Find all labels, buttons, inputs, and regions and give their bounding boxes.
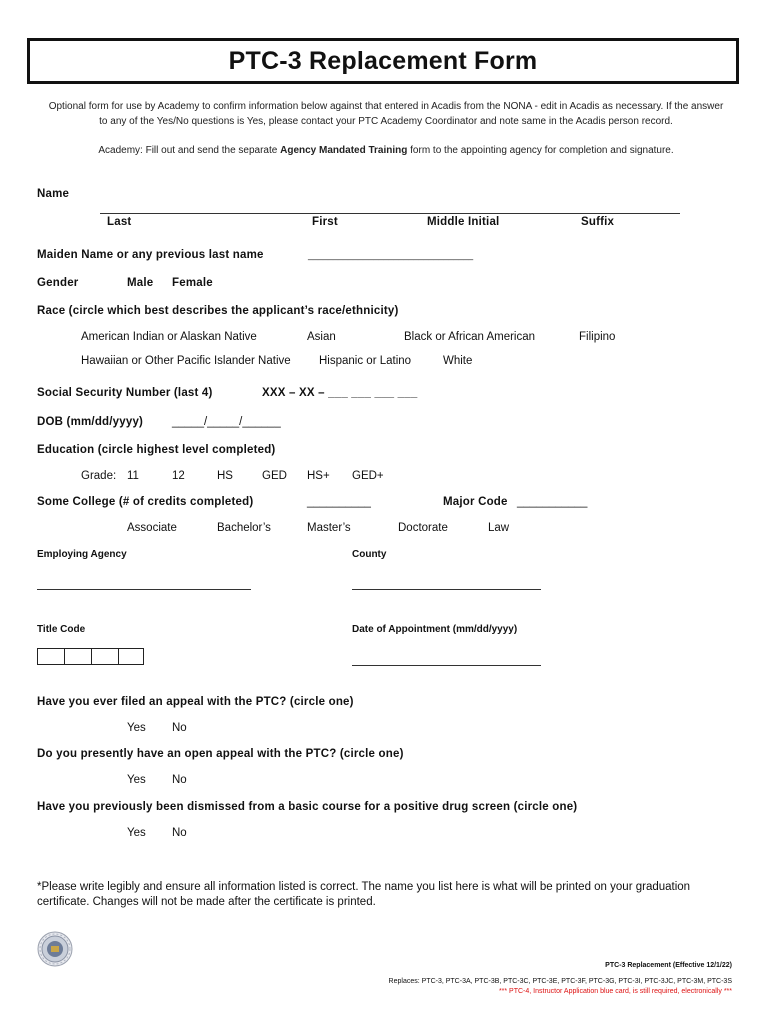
dob-label: DOB (mm/dd/yyyy) xyxy=(37,416,144,428)
footer-note: *** PTC-4, Instructor Application blue card, is still required, electronically *** xyxy=(498,988,732,995)
race-label: Race (circle which best describes the applicant’s race/ethnicity) xyxy=(37,305,399,317)
ssn-field[interactable]: XXX – XX – ___ ___ ___ ___ xyxy=(262,387,418,399)
dob-field[interactable]: _____/_____/______ xyxy=(172,416,281,428)
question-open-appeal: Do you presently have an open appeal with the PTC? (circle one) xyxy=(37,748,404,760)
question-appeal-filed: Have you ever filed an appeal with the PTC? (circle one) xyxy=(37,696,354,708)
race-option[interactable]: Asian xyxy=(307,331,336,343)
title-code-box[interactable] xyxy=(38,649,65,664)
title-box xyxy=(27,38,739,84)
name-last-label: Last xyxy=(107,216,132,228)
county-label: County xyxy=(352,549,387,560)
gender-female[interactable]: Female xyxy=(172,277,213,289)
intro-paragraph: Optional form for use by Academy to confirm information below against that entered in Acadis from the NONA - edit in Acadis as necessary. If the answer to any of the Yes/No questions is Yes, please contact your PTC Academy Coordinator and note same in the Acadis person record. xyxy=(48,101,724,127)
intro-academy-bold: Agency Mandated Training xyxy=(280,145,408,156)
major-code-blank[interactable]: ___________ xyxy=(517,496,588,508)
name-first-label: First xyxy=(312,216,338,228)
race-option[interactable]: American Indian or Alaskan Native xyxy=(81,331,257,343)
race-option[interactable]: White xyxy=(443,355,473,367)
answer-no[interactable]: No xyxy=(172,774,187,786)
major-code-label: Major Code xyxy=(443,496,508,508)
race-option[interactable]: Filipino xyxy=(579,331,616,343)
footer-effective: PTC-3 Replacement (Effective 12/1/22) xyxy=(605,962,732,969)
title-code-box[interactable] xyxy=(119,649,143,664)
footer-replaces: Replaces: PTC-3, PTC-3A, PTC-3B, PTC-3C, PTC-3E, PTC-3F, PTC-3G, PTC-3I, PTC-3JC, PTC-3M, PTC-3S xyxy=(388,978,732,985)
seal-icon xyxy=(37,931,73,967)
answer-yes[interactable]: Yes xyxy=(127,827,146,839)
gender-male[interactable]: Male xyxy=(127,277,154,289)
maiden-name-label: Maiden Name or any previous last name xyxy=(37,249,264,261)
college-credits-blank[interactable]: __________ xyxy=(307,496,371,508)
intro-academy-suffix: form to the appointing agency for completion and signature. xyxy=(407,145,674,156)
degree-option[interactable]: Doctorate xyxy=(398,522,448,534)
degree-option[interactable]: Bachelor’s xyxy=(217,522,271,534)
title-code-box[interactable] xyxy=(92,649,119,664)
intro-academy-prefix: Academy: Fill out and send the separate xyxy=(98,145,281,156)
gender-label: Gender xyxy=(37,277,79,289)
degree-option[interactable]: Law xyxy=(488,522,510,534)
race-option[interactable]: Hispanic or Latino xyxy=(319,355,412,367)
title-code-boxes[interactable] xyxy=(37,648,144,665)
county-line[interactable] xyxy=(352,589,541,590)
answer-no[interactable]: No xyxy=(172,827,187,839)
maiden-name-blank[interactable]: _________________________________ xyxy=(308,250,474,260)
education-option[interactable]: GED xyxy=(262,470,287,482)
answer-no[interactable]: No xyxy=(172,722,187,734)
ssn-label: Social Security Number (last 4) xyxy=(37,387,213,399)
footnote: *Please write legibly and ensure all information listed is correct. The name you list here is what will be printed on your graduation certificate. Changes will not be made after the certificate is printed. xyxy=(37,881,691,908)
page-title: PTC-3 Replacement Form xyxy=(228,47,538,75)
employing-agency-line[interactable] xyxy=(37,589,251,590)
intro-academy-note xyxy=(44,143,728,158)
answer-yes[interactable]: Yes xyxy=(127,774,146,786)
race-option[interactable]: Hawaiian or Other Pacific Islander Native xyxy=(81,355,291,367)
name-suffix-label: Suffix xyxy=(581,216,615,228)
appointment-date-line[interactable] xyxy=(352,665,541,666)
name-line[interactable] xyxy=(100,213,680,214)
title-code-box[interactable] xyxy=(65,649,92,664)
question-drug-screen: Have you previously been dismissed from a basic course for a positive drug screen (circle one) xyxy=(37,801,578,813)
appointment-date-label: Date of Appointment (mm/dd/yyyy) xyxy=(352,624,518,635)
education-label: Education (circle highest level completed) xyxy=(37,444,276,456)
race-option[interactable]: Black or African American xyxy=(404,331,536,343)
degree-option[interactable]: Master’s xyxy=(307,522,351,534)
employing-agency-label: Employing Agency xyxy=(37,549,127,560)
education-option[interactable]: HS+ xyxy=(307,470,330,482)
education-option[interactable]: GED+ xyxy=(352,470,384,482)
education-option[interactable]: HS xyxy=(217,470,233,482)
degree-option[interactable]: Associate xyxy=(127,522,177,534)
grade-label: Grade: xyxy=(81,470,117,482)
title-code-label: Title Code xyxy=(37,624,86,635)
name-middle-label: Middle Initial xyxy=(427,216,500,228)
education-option[interactable]: 11 xyxy=(127,470,139,482)
education-option[interactable]: 12 xyxy=(172,470,185,482)
answer-yes[interactable]: Yes xyxy=(127,722,146,734)
name-label: Name xyxy=(37,188,70,200)
college-credits-label: Some College (# of credits completed) xyxy=(37,496,254,508)
